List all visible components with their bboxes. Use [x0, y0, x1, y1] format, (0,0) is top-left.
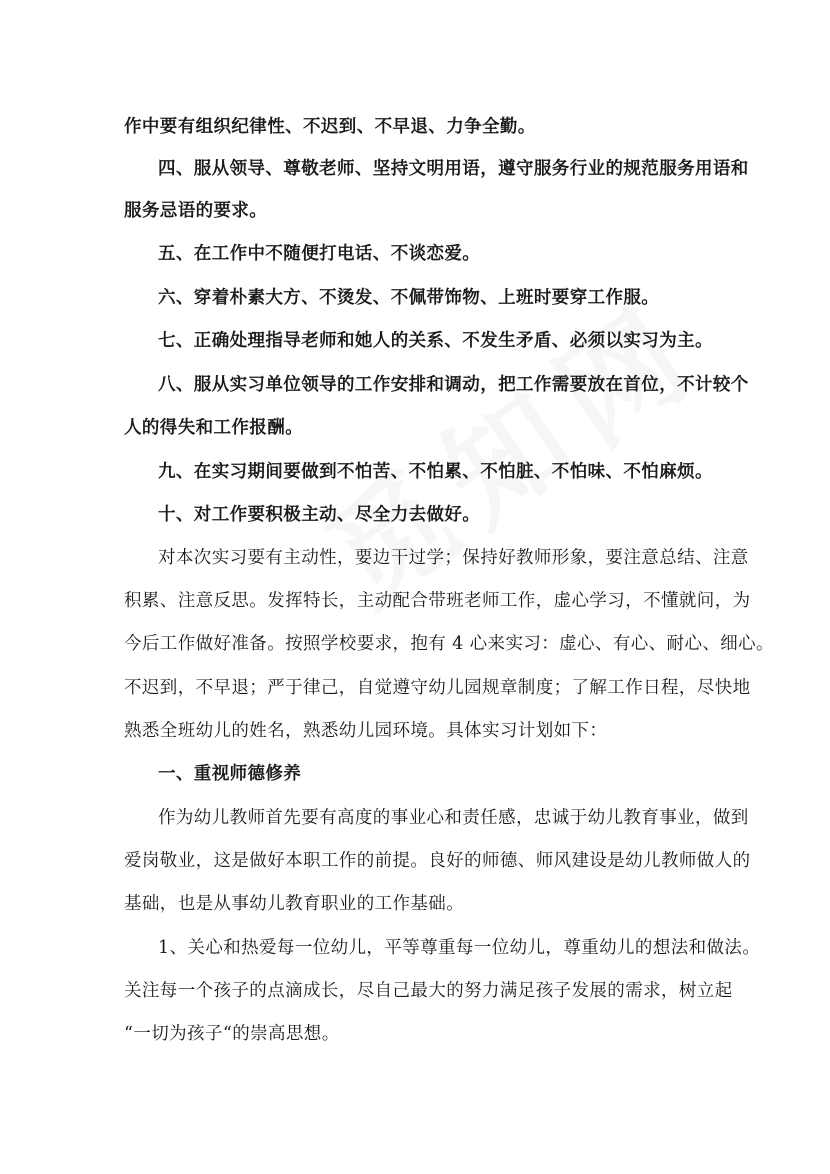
section-heading: 一、重视师德修养 [158, 764, 302, 784]
text-line: 服务忌语的要求。 [124, 201, 268, 221]
text-line: 十、对工作要积极主动、尽全力去做好。 [158, 505, 481, 525]
text-line: 八、服从实习单位领导的工作安排和调动，把工作需要放在首位，不计较个 [158, 375, 749, 395]
text-line: 1、关心和热爱每一位幼儿，平等尊重每一位幼儿，尊重幼儿的想法和做法。 [158, 938, 761, 958]
text-line: 人的得失和工作报酬。 [124, 418, 303, 438]
text-line: 基础，也是从事幼儿教育职业的工作基础。 [124, 894, 465, 914]
text-line: 爱岗敬业，这是做好本职工作的前提。良好的师德、师风建设是幼儿教师做人的 [124, 851, 751, 871]
text-line: 五、在工作中不随便打电话、不谈恋爱。 [158, 244, 481, 264]
text-line: “一切为孩子“的崇高思想。 [124, 1024, 340, 1044]
text-line: 今后工作做好准备。按照学校要求，抱有 4 心来实习：虚心、有心、耐心、细心。 [124, 634, 774, 654]
text-line: 六、穿着朴素大方、不烫发、不佩带饰物、上班时要穿工作服。 [158, 288, 660, 308]
watermark [289, 255, 732, 637]
text-line: 熟悉全班幼儿的姓名，熟悉幼儿园环境。具体实习计划如下： [124, 721, 608, 741]
text-line: 对本次实习要有主动性，要边干过学；保持好教师形象，要注意总结、注意 [158, 548, 749, 568]
text-line: 关注每一个孩子的点滴成长，尽自己最大的努力满足孩子发展的需求，树立起 [124, 981, 733, 1001]
text-line: 作为幼儿教师首先要有高度的事业心和责任感，忠诚于幼儿教育事业，做到 [158, 808, 749, 828]
text-line: 九、在实习期间要做到不怕苦、不怕累、不怕脏、不怕味、不怕麻烦。 [158, 462, 713, 482]
text-line: 四、服从领导、尊敬老师、坚持文明用语，遵守服务行业的规范服务用语和 [158, 159, 749, 179]
text-line: 积累、注意反思。发挥特长，主动配合带班老师工作，虚心学习，不懂就问，为 [124, 591, 751, 611]
text-line: 不迟到，不早退；严于律己，自觉遵守幼儿园规章制度；了解工作日程，尽快地 [124, 678, 751, 698]
text-line: 作中要有组织纪律性、不迟到、不早退、力争全勤。 [124, 117, 536, 137]
text-line: 七、正确处理指导老师和她人的关系、不发生矛盾、必须以实习为主。 [158, 331, 713, 351]
